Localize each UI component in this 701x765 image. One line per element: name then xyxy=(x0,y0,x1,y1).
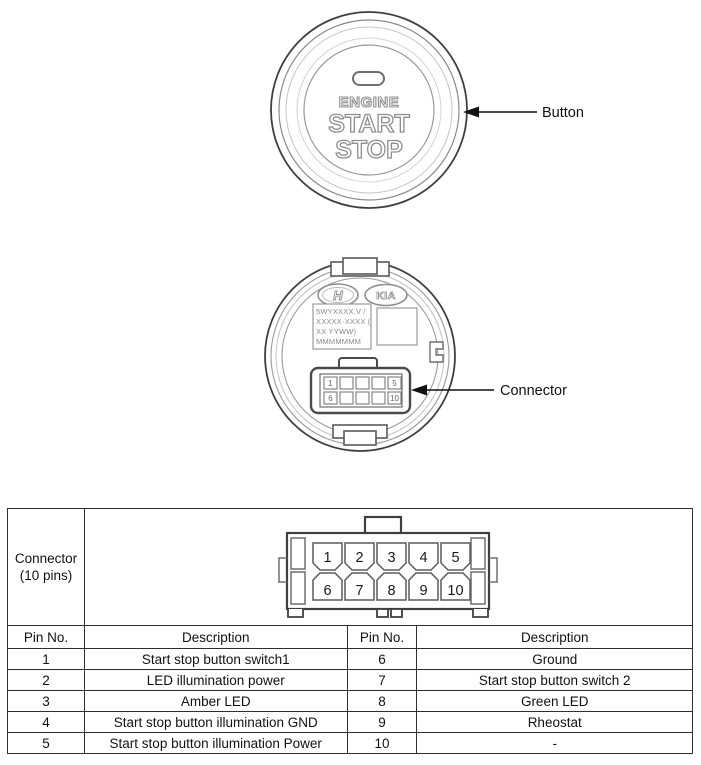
description-cell: Start stop button illumination Power xyxy=(84,733,347,754)
pin-no-cell: 2 xyxy=(8,670,85,691)
pin-map-number-8: 8 xyxy=(387,583,397,599)
header-pin-no-right: Pin No. xyxy=(347,626,417,649)
header-desc-left: Description xyxy=(84,626,347,649)
header-desc-right: Description xyxy=(417,626,693,649)
description-cell: Green LED xyxy=(417,691,693,712)
button-legend xyxy=(328,94,409,164)
front-view-drawing xyxy=(0,0,701,240)
pin-no-cell: 3 xyxy=(8,691,85,712)
description-cell: Start stop button switch1 xyxy=(84,649,347,670)
housing-rings xyxy=(265,261,455,451)
pin-map-number-5: 5 xyxy=(451,550,461,566)
table-row xyxy=(8,712,693,733)
connector-callout-label: Connector xyxy=(500,383,567,399)
pin-no-cell: 1 xyxy=(8,649,85,670)
hyundai-logo-letter: H xyxy=(333,288,343,303)
hyundai-logo-icon xyxy=(318,284,358,306)
indicator-lamp-icon xyxy=(353,72,384,85)
button-callout xyxy=(463,105,584,121)
button-legend-line2: START xyxy=(328,110,410,138)
button-legend-line3: STOP xyxy=(335,136,403,164)
pin-map-number-1: 1 xyxy=(323,550,333,566)
kia-logo-icon xyxy=(365,285,407,306)
pin-no-cell: 7 xyxy=(347,670,417,691)
pin-no-cell: 5 xyxy=(8,733,85,754)
table-row xyxy=(8,733,693,754)
product-label-line2: XXXXX-XXXX ( xyxy=(316,317,371,326)
description-cell: LED illumination power xyxy=(84,670,347,691)
description-cell: Rheostat xyxy=(417,712,693,733)
pin-no-cell: 6 xyxy=(347,649,417,670)
pin-no-cell: 10 xyxy=(347,733,417,754)
pin-map-number-6: 6 xyxy=(323,583,333,599)
connector-diagram-cell xyxy=(84,509,692,626)
socket-pin-10-label: 10 xyxy=(390,394,399,403)
table-header-row xyxy=(8,626,693,649)
pin-no-cell: 9 xyxy=(347,712,417,733)
connector-diagram-row xyxy=(8,509,693,626)
description-cell: Ground xyxy=(417,649,693,670)
top-tab xyxy=(331,258,389,276)
table-row xyxy=(8,649,693,670)
pin-map-number-4: 4 xyxy=(419,550,429,566)
pin-map-feet xyxy=(288,609,488,617)
pin-map-number-10: 10 xyxy=(447,583,465,599)
connector-pin-map xyxy=(262,512,514,624)
pin-no-cell: 8 xyxy=(347,691,417,712)
product-label-line1: 5WYXXXX.V / xyxy=(316,307,366,316)
product-label-line3: XX YYWW) xyxy=(316,327,357,336)
description-cell: Amber LED xyxy=(84,691,347,712)
pin-map-number-3: 3 xyxy=(387,550,397,566)
description-cell: Start stop button switch 2 xyxy=(417,670,693,691)
product-label xyxy=(313,304,371,349)
pin-description-table xyxy=(7,508,693,754)
pin-map-number-7: 7 xyxy=(355,583,365,599)
table-row xyxy=(8,691,693,712)
kia-logo-letters: KIA xyxy=(376,290,396,302)
connector-cell-line1: Connector xyxy=(14,551,78,566)
table-row xyxy=(8,670,693,691)
product-label-line4: MMMMMMM xyxy=(316,337,362,346)
stamp-box xyxy=(377,308,417,345)
back-view-drawing xyxy=(0,245,701,470)
socket-pin-1-label: 1 xyxy=(328,379,333,388)
socket-pin-5-label: 5 xyxy=(392,379,397,388)
connector-pins-cell xyxy=(8,509,85,626)
button-legend-line1: ENGINE xyxy=(338,94,400,111)
description-cell: Start stop button illumination GND xyxy=(84,712,347,733)
description-cell: - xyxy=(417,733,693,754)
connector-cell-line2: (10 pins) xyxy=(19,568,73,583)
pin-map-number-9: 9 xyxy=(419,583,429,599)
header-pin-no-left: Pin No. xyxy=(8,626,85,649)
button-callout-label: Button xyxy=(542,105,584,121)
pin-map-number-2: 2 xyxy=(355,550,365,566)
socket-pin-6-label: 6 xyxy=(328,394,333,403)
pin-no-cell: 4 xyxy=(8,712,85,733)
